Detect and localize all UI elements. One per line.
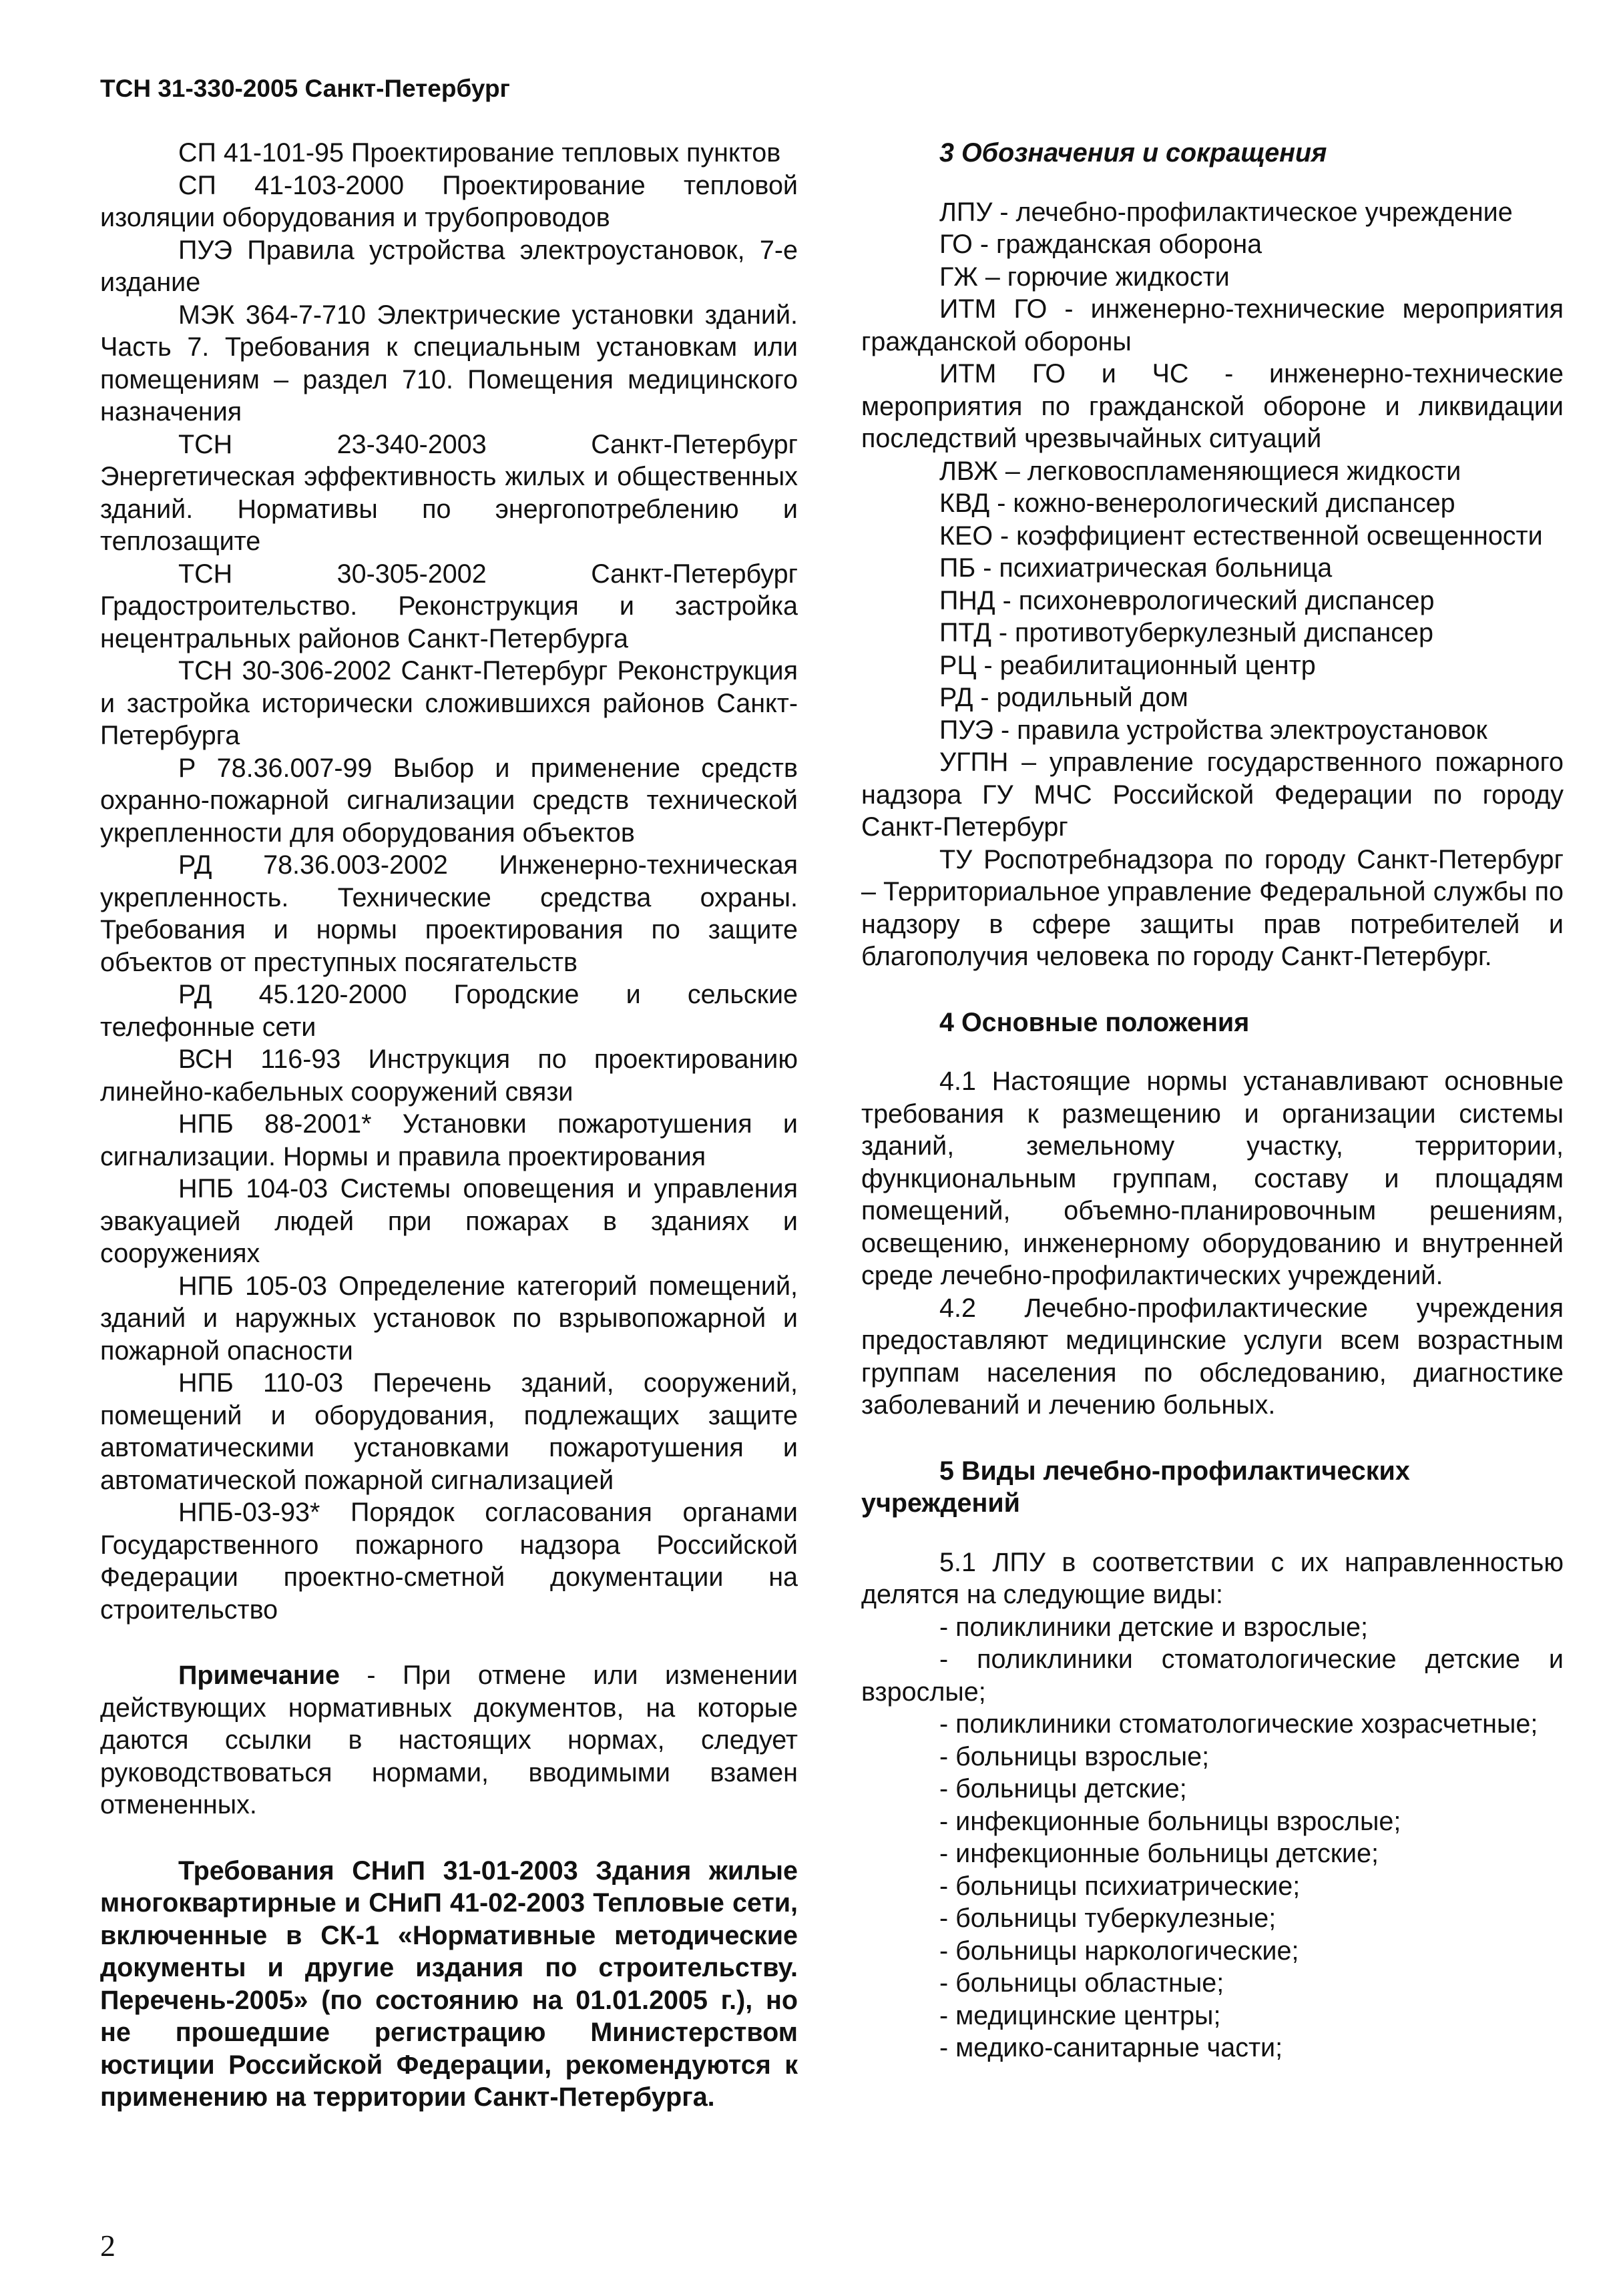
abbreviation-item: ТУ Роспотребнадзора по городу Санкт-Петербург – Территориальное управление Федеральной службы по надзору в сфере защиты прав потребителей и благополучия человека по городу Санкт-Петербург.: [861, 844, 1564, 971]
reference-item: МЭК 364-7-710 Электрические установки зданий. Часть 7. Требования к специальным установкам или помещениям – раздел 710. Помещения медицинского назначения: [100, 300, 798, 426]
abbreviation-item: КЕО - коэффициент естественной освещенности: [939, 521, 1543, 551]
list-item: - медико-санитарные части;: [939, 2033, 1283, 2062]
reference-item: Р 78.36.007-99 Выбор и применение средств охранно-пожарной сигнализации средств технической укрепленности для оборудования объектов: [100, 753, 798, 848]
abbreviation-item: ПТД - противотуберкулезный диспансер: [939, 618, 1433, 647]
list-item: - инфекционные больницы взрослые;: [939, 1806, 1401, 1836]
reference-item: НПБ 104-03 Системы оповещения и управления эвакуацией людей при пожарах в зданиях и сооружениях: [100, 1174, 798, 1268]
reference-item: НПБ 88-2001* Установки пожаротушения и сигнализации. Нормы и правила проектирования: [100, 1109, 798, 1171]
page-header: ТСН 31-330-2005 Санкт-Петербург: [100, 75, 510, 102]
reference-item: СП 41-103-2000 Проектирование тепловой изоляции оборудования и трубопроводов: [100, 170, 798, 232]
list-item: - больницы детские;: [939, 1774, 1187, 1803]
reference-item: РД 45.120-2000 Городские и сельские телефонные сети: [100, 980, 798, 1042]
list-item: - больницы наркологические;: [939, 1936, 1299, 1966]
list-item: - больницы взрослые;: [939, 1741, 1210, 1771]
abbreviation-item: РЦ - реабилитационный центр: [939, 650, 1316, 680]
abbreviation-item: ГЖ – горючие жидкости: [939, 262, 1230, 292]
list-item: - поликлиники стоматологические детские и взрослые;: [861, 1645, 1564, 1707]
abbreviation-item: ПНД - психоневрологический диспансер: [939, 585, 1435, 615]
reference-item: ТСН 30-305-2002 Санкт-Петербург Градостроительство. Реконструкция и застройка нецентральных районов Санкт-Петербурга: [100, 559, 798, 653]
section-4-paragraph: 4.1 Настоящие нормы устанавливают основные требования к размещению и организации системы зданий, земельному участку, территории, функциональным группам, составу и площадям помещений, объемно-планировочным решениям, освещению, инженерному оборудованию и внутренней среде лечебно-профилактических учреждений.: [861, 1067, 1564, 1290]
reference-item: НПБ 110-03 Перечень зданий, сооружений, помещений и оборудования, подлежащих защите автоматическими установками пожаротушения и автоматической пожарной сигнализацией: [100, 1368, 798, 1495]
abbreviation-item: ИТМ ГО - инженерно-технические мероприятия гражданской обороны: [861, 294, 1564, 356]
reference-item: НПБ 105-03 Определение категорий помещений, зданий и наружных установок по взрывопожарной и пожарной опасности: [100, 1271, 798, 1366]
reference-item: ТСН 23-340-2003 Санкт-Петербург Энергетическая эффективность жилых и общественных зданий. Нормативы по энергопотреблению и теплозащите: [100, 429, 798, 556]
list-item: - инфекционные больницы детские;: [939, 1839, 1379, 1868]
note-label: Примечание: [178, 1661, 340, 1690]
abbreviation-item: КВД - кожно-венерологический диспансер: [939, 489, 1455, 518]
requirements-paragraph: Требования СНиП 31-01-2003 Здания жилые многоквартирные и СНиП 41-02-2003 Тепловые сети, включенные в СК-1 «Нормативные методические документы и другие издания по строительству. Перечень-2005» (по состоянию на 01.01.2005 г.), но не прошедшие регистрацию Министерством юстиции Российской Федерации, рекомендуются к применению на территории Санкт-Петербурга.: [100, 1855, 798, 2112]
abbreviation-item: ЛВЖ – легковоспламеняющиеся жидкости: [939, 456, 1461, 486]
list-item: - больницы психиатрические;: [939, 1871, 1301, 1901]
list-item: - больницы областные;: [939, 1968, 1224, 1998]
list-item: - больницы туберкулезные;: [939, 1904, 1277, 1933]
list-item: - поликлиники стоматологические хозрасчетные;: [939, 1709, 1538, 1739]
right-column: [861, 137, 1564, 2064]
reference-item: ВСН 116-93 Инструкция по проектированию линейно-кабельных сооружений связи: [100, 1045, 798, 1107]
list-item: - медицинские центры;: [939, 2000, 1221, 2030]
abbreviation-item: УГПН – управление государственного пожарного надзора ГУ МЧС Российской Федерации по городу Санкт-Петербург: [861, 748, 1564, 842]
abbreviation-item: ИТМ ГО и ЧС - инженерно-технические мероприятия по гражданской обороне и ликвидации последствий чрезвычайных ситуаций: [861, 359, 1564, 453]
left-column: [100, 137, 798, 2114]
abbreviation-item: ГО - гражданская оборона: [939, 230, 1262, 259]
note-text: - При отмене или изменении действующих нормативных документов, на которые даются ссылки в настоящих нормах, следует руководствоваться нормами, вводимыми взамен отмененных.: [100, 1661, 798, 1819]
reference-item: СП 41-101-95 Проектирование тепловых пунктов: [178, 138, 781, 168]
reference-item: НПБ-03-93* Порядок согласования органами Государственного пожарного надзора Российской Федерации проектно-сметной документации на строительство: [100, 1498, 798, 1625]
section-5-title: 5 Виды лечебно-профилактических учреждений: [861, 1456, 1410, 1518]
abbreviation-item: ПУЭ - правила устройства электроустановок: [939, 715, 1487, 745]
page-number: 2: [100, 2229, 116, 2263]
abbreviation-item: ЛПУ - лечебно-профилактическое учреждение: [939, 197, 1513, 227]
section-4-paragraph: 4.2 Лечебно-профилактические учреждения предоставляют медицинские услуги всем возрастным группам населения по обследованию, диагностике заболеваний и лечению больных.: [861, 1293, 1564, 1420]
reference-item: ТСН 30-306-2002 Санкт-Петербург Реконструкция и застройка исторически сложившихся районов Санкт-Петербурга: [100, 656, 798, 750]
section-4-title: 4 Основные положения: [939, 1007, 1250, 1037]
section-5-intro: 5.1 ЛПУ в соответствии с их направленностью делятся на следующие виды:: [861, 1547, 1564, 1609]
note-paragraph: [100, 1659, 798, 1821]
reference-item: РД 78.36.003-2002 Инженерно-техническая укрепленность. Технические средства охраны. Требования и нормы проектирования по защите объектов от преступных посягательств: [100, 850, 798, 977]
reference-item: ПУЭ Правила устройства электроустановок, 7-е издание: [100, 235, 798, 297]
abbreviation-item: РД - родильный дом: [939, 683, 1188, 712]
list-item: - поликлиники детские и взрослые;: [939, 1612, 1368, 1642]
section-3-title: 3 Обозначения и сокращения: [939, 138, 1327, 168]
abbreviation-item: ПБ - психиатрическая больница: [939, 553, 1333, 583]
